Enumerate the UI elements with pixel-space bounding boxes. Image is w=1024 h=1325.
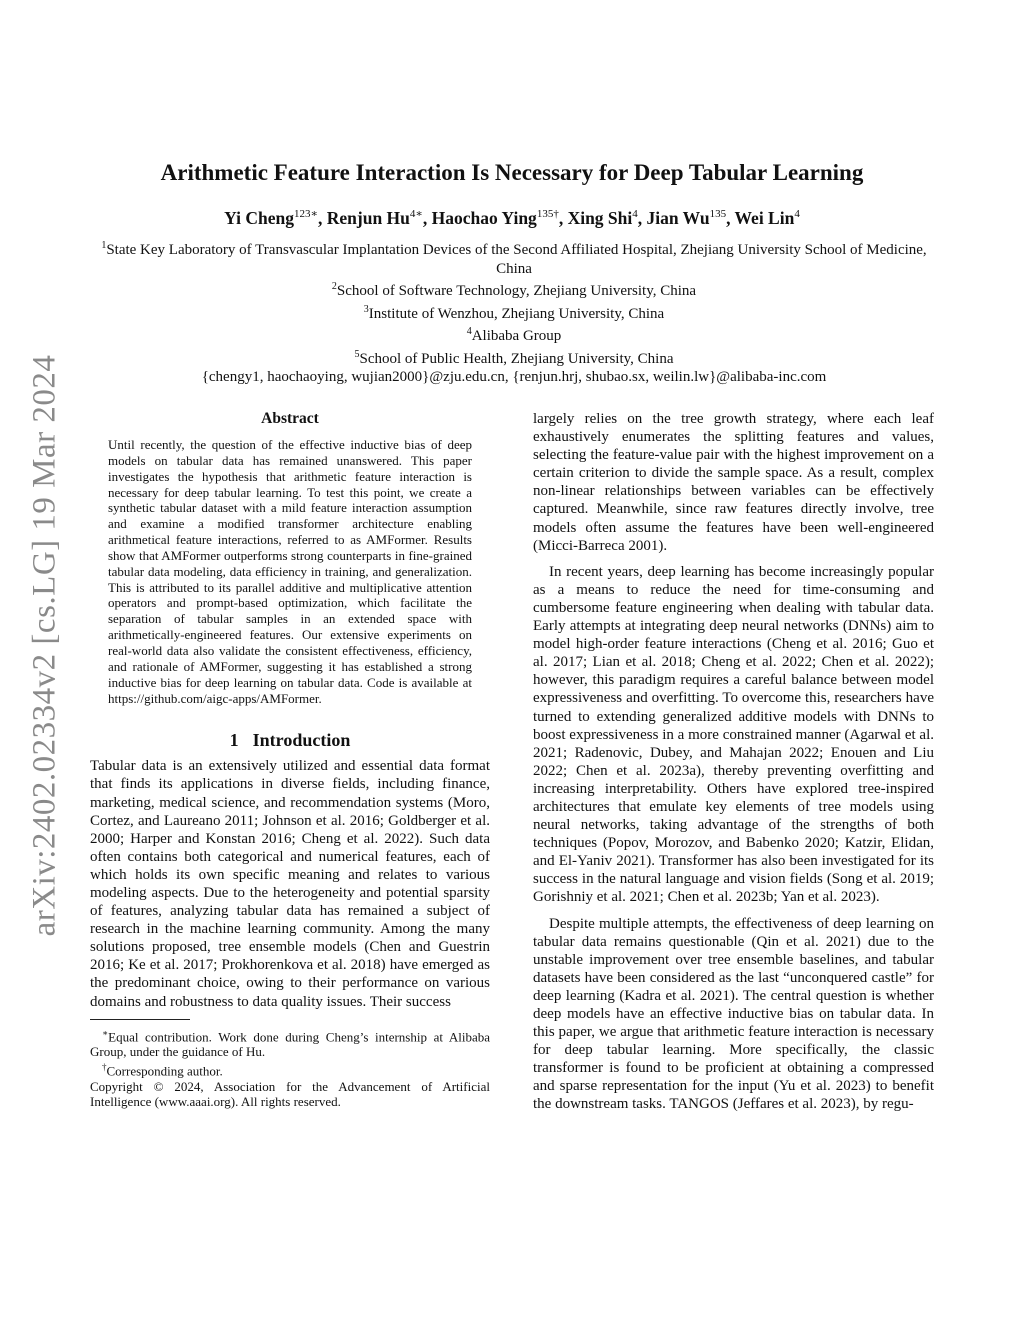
author: Xing Shi$^4$, — [567, 207, 647, 228]
footnote-divider — [90, 1019, 190, 1020]
affiliation: $^4$Alibaba Group — [466, 326, 562, 344]
affiliation: $^3$Institute of Wenzhou, Zhejiang University, China — [363, 303, 665, 322]
author: Yi Cheng$^{123∗}$, — [224, 207, 327, 228]
intro-paragraph: In recent years, deep learning has become increasingly popular as a means to reduce the need for time-consuming and cumbersome feature engineering when dealing with tabular data. Early attempts at integrating deep neural networks (DNNs) aim to model high-order feature interactions (Cheng et al. 2016; Guo et al. 2017; Lian et al. 2018; Cheng et al. 2022; Chen et al. 2022); however, this paradigm requires a careful balance between model expressiveness and overfitting. To overcome this, researchers have turned to extending generalized additive models with DNNs to boost expressiveness in a more constrained manner (Agarwal et al. 2021; Radenovic, Dubey, and Mahajan 2022; Enouen and Liu 2022; Chen et al. 2023a), thereby preventing overfitting and increasing interpretability. Others have explored tree-inspired architectures that emulate key elements of tree models using neural networks, taking advantage of the strengths of both techniques (Popov, Morozov, and Babenko 2020; Katzir, Elidan, and El-Yaniv 2021). Transformer has also been investigated for its success in the natural language and vision fields (Song et al. 2019; Gorishniy et al. 2021; Chen et al. 2023b; Yan et al. 2023). — [533, 563, 934, 906]
footnote-corresponding-author: †Corresponding author. — [102, 1061, 223, 1079]
copyright-notice: Copyright © 2024, Association for the Advancement of Artificial Intelligence (www.aaai.org). All rights reserved. — [90, 1078, 490, 1110]
author: Wei Lin$^4$ — [734, 207, 800, 228]
affiliations — [90, 237, 938, 387]
affiliation: $^1$State Key Laboratory of Transvascular Implantation Devices of the Second Affiliated Hospital, Zhejiang University School of Medicine, China — [101, 240, 927, 277]
author-list — [100, 207, 924, 229]
paper-title: Arithmetic Feature Interaction Is Necessary for Deep Tabular Learning — [160, 160, 864, 185]
author: Haochao Ying$^{135\dagger}$, — [431, 207, 568, 228]
intro-paragraph: Tabular data is an extensively utilized and essential data format that finds its applications in diverse fields, including finance, marketing, medical science, and recommendation systems (Moro, Cortez, and Laureano 2011; Johnson et al. 2016; Goldberger et al. 2000; Harper and Konstan 2016; Cheng et al. 2022). Such data often contains both categorical and numerical features, each of which holds its own specific meaning and relates to various modeling aspects. Due to the heterogeneity and potential sparsity of features, analyzing tabular data has remained a subject of research in the machine learning community. Among the many solutions proposed, tree ensemble models (Chen and Guestrin 2016; Ke et al. 2017; Prokhorenkova et al. 2018) have emerged as the predominant choice, owing to their performance on various domains and robustness to data quality issues. Their success — [90, 758, 490, 1010]
intro-paragraph: Despite multiple attempts, the effectiveness of deep learning on tabular data remains questionable (Qin et al. 2021) due to the unstable improvement over tree ensemble baselines, and tabular datasets have been considered as the last “unconquered castle” for deep learning (Kadra et al. 2021). The central question is whether deep models have an effective inductive bias on tabular data. In this paper, we argue that arithmetic feature interaction is necessary for deep tabular learning. More specifically, the classic transformer is found to be proficient at obtaining a compressed and sparse representation for the input (Yu et al. 2023) to benefit the downstream tasks. TANGOS (Jeffares et al. 2023), by regu- — [533, 915, 934, 1113]
author-emails: {chengy1, haochaoying, wujian2000}@zju.edu.cn, {renjun.hrj, shubao.sx, weilin.lw}@alibaba-inc.com — [201, 369, 827, 385]
intro-paragraph: largely relies on the tree growth strategy, where each leaf exhaustively enumerates the splitting features and values, selecting the feature-value pair with the highest improvement on a certain criterion to divide the sample space. As a result, complex non-linear relationships between variables can be effectively captured. Meanwhile, since raw features directly involve, tree models often assume the features have been well-engineered (Micci-Barreca 2001). — [533, 411, 934, 554]
author: Renjun $Hu^{4∗}$, — [326, 207, 432, 228]
affiliation: $^5$School of Public Health, Zhejiang University, China — [354, 348, 674, 367]
section-number: 1 — [229, 730, 239, 751]
author: Jian Wu$^{135}$, — [646, 207, 735, 228]
left-column — [90, 410, 490, 1110]
arxiv-stamp — [20, 345, 70, 945]
right-column — [533, 410, 934, 1114]
section-heading-introduction — [90, 730, 490, 751]
section-title: Introduction — [252, 730, 351, 751]
abstract-text: Until recently, the question of the effective inductive bias of deep models on tabular data has remained unanswered. This paper investigates the hypothesis that arithmetic feature interaction is necessary for deep tabular learning. To test this point, we create a synthetic tabular dataset with a mild feature interaction assumption and examine a modified transformer architecture enabling arithmetical feature interactions, referred to as AMFormer. Results show that AMFormer outperforms strong counterparts in fine-grained tabular data modeling, data efficiency in training, and generalization. This is attributed to its parallel additive and multiplicative attention operators and prompt-based optimization, which facilitate the separation of tabular samples in an extended space with arithmetically-engineered features. Our extensive experiments on real-world data also validate the consistent effectiveness, efficiency, and rationale of AMFormer, suggesting it has established a strong inductive bias for deep learning on tabular data. Code is available at https://github.com/aigc-apps/AMFormer. — [108, 437, 472, 706]
abstract-heading: Abstract — [261, 410, 319, 427]
footnote-equal-contribution: ∗Equal contribution. Work done during Cheng’s internship at Alibaba Group, under the guidance of Hu. — [90, 1027, 490, 1060]
arxiv-stamp-text: arXiv:2402.02334v2 [cs.LG] 19 Mar 2024 — [26, 354, 63, 936]
affiliation: $^2$School of Software Technology, Zhejiang University, China — [331, 281, 697, 299]
